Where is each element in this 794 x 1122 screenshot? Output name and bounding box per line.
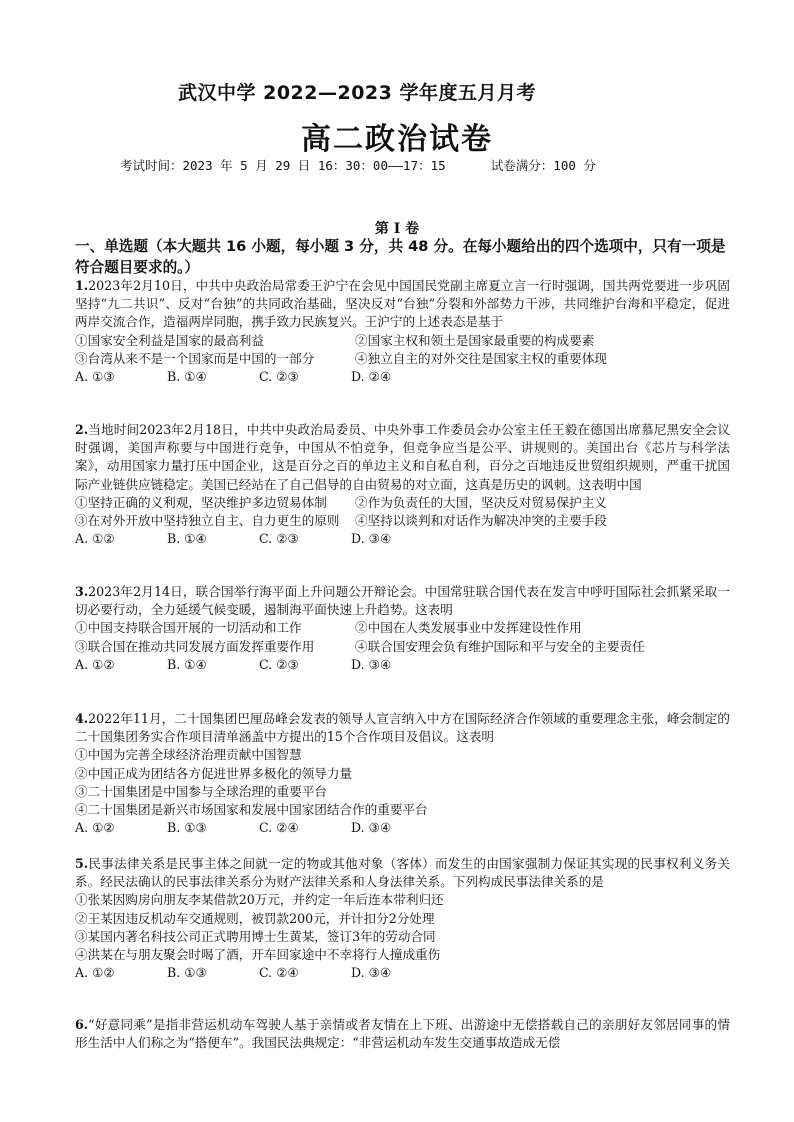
question-number: 1. [75, 278, 89, 293]
question-text: 2023年2月14日，联合国举行海平面上升问题公开辩论会。中国常驻联合国代表在发言中呼吁国际社会抓紧采取一切必要行动，全力延缓气候变暖，遏制海平面快速上升趋势。这表明 [75, 584, 730, 618]
option-2: ②作为负责任的大国，坚决反对贸易保护主义 [355, 494, 607, 510]
option-3: ③二十国集团是中国参与全球治理的重要平台 [75, 783, 327, 799]
question-text: “好意同乘”是指非营运机动车驾驶人基于亲情或者友情在上下班、出游途中无偿搭载自己的亲朋好友邻居同事的情形生活中人们称之为“搭便车”。我国民法典规定：“非营运机动车发生交通事故造成无偿 [75, 1017, 730, 1051]
question-text: 2022年11月，二十国集团巴厘岛峰会发表的领导人宣言纳入中方在国际经济合作领域的重要理念主张，峰会制定的二十国集团务实合作项目清单涵盖中方提出的15个合作项目及倡议。这表明 [75, 711, 730, 745]
answer-choices [75, 819, 730, 837]
answer-a: A. ①② [75, 820, 115, 836]
answer-c: C. ②④ [259, 965, 299, 981]
question-stem [75, 710, 730, 746]
option-3: ③在对外开放中坚持独立自主、自力更生的原则 [75, 513, 340, 529]
option-4: ④坚持以谈判和对话作为解决冲突的主要手段 [355, 513, 607, 529]
option-row [75, 332, 730, 350]
question-number: 6. [75, 1017, 89, 1032]
answer-d: D. ②④ [351, 369, 392, 385]
option-1: ①中国为完善全球经济治理贡献中国智慧 [75, 747, 302, 763]
answer-choices [75, 656, 730, 674]
question-number: 4. [75, 711, 89, 726]
option-4: ④独立自主的对外交往是国家主权的重要体现 [355, 350, 607, 366]
answer-b: B. ①④ [167, 369, 207, 385]
answer-choices [75, 368, 730, 386]
question-number: 2. [75, 422, 89, 437]
option-2: ②中国在人类发展事业中发挥建设性作用 [355, 620, 582, 636]
answer-a: A. ①② [75, 965, 115, 981]
question-4 [75, 710, 730, 837]
question-text: 民事法律关系是民事主体之间就一定的物或其他对象（客体）而发生的由国家强制力保证其实现的民事权利义务关系。经民法确认的民事法律关系分为财产法律关系和人身法律关系。下列构成民事法律关系的是 [75, 856, 730, 890]
answer-c: C. ②④ [259, 820, 299, 836]
option-4: ④洪某在与朋友聚会时喝了酒，开车回家途中不幸将行人撞成重伤 [75, 947, 441, 963]
answer-a: A. ①② [75, 531, 115, 547]
question-1 [75, 277, 730, 386]
option-2: ②国家主权和领土是国家最重要的构成要素 [355, 332, 595, 348]
question-stem [75, 855, 730, 891]
option-1: ①中国支持联合国开展的一切活动和工作 [75, 620, 302, 636]
school-title: 武汉中学 2022—2023 学年度五月月考 [178, 82, 536, 104]
answer-c: C. ②③ [259, 531, 299, 547]
answer-choices [75, 530, 730, 548]
answer-c: C. ②③ [259, 656, 299, 672]
option-3: ③某国内著名科技公司正式聘用博士生黄某，签订3年的劳动合同 [75, 928, 436, 944]
question-3 [75, 583, 730, 674]
answer-d: D. ③④ [351, 531, 392, 547]
subject-title: 高二政治试卷 [301, 122, 493, 157]
option-row [75, 494, 730, 512]
question-number: 3. [75, 584, 89, 599]
question-text: 2023年2月10日，中共中央政治局常委王沪宁在会见中国国民党副主席夏立言一行时强调，国共两党要进一步巩固坚持“九二共识”、反对“台独”的共同政治基础，坚决反对“台独”分裂和外部势力干涉，共同维护台海和平稳定，促进两岸交流合作，造福两岸同胞，携手致力民族复兴。王沪宁的上述表态是基于 [75, 278, 730, 330]
question-text: 当地时间2023年2月18日，中共中央政治局委员、中央外事工作委员会办公室主任王毅在德国出席慕尼黑安全会议时强调，美国声称要与中国进行竞争，中国从不怕竞争，但竞争应当是公平、讲规则的。美国出台《芯片与科学法案》，动用国家力量打压中国企业，这是百分之百的单边主义和自私自利，百分之百地违反世贸组织规则，严重干扰国际产业链供应链稳定。美国已经站在了自己倡导的自由贸易的对立面，这真是历史的讽刺。这表明中国 [75, 422, 730, 492]
answer-c: C. ②③ [259, 369, 299, 385]
option-1: ①坚持正确的义利观，坚决维护多边贸易体制 [75, 494, 327, 510]
option-2: ②中国正成为团结各方促进世界多极化的领导力量 [75, 765, 353, 781]
option-row [75, 619, 730, 637]
option-3: ③联合国在推动共同发展方面发挥重要作用 [75, 638, 315, 654]
option-2: ②王某因违反机动车交通规则，被罚款200元，并计扣分2分处理 [75, 910, 435, 926]
answer-b: B. ①④ [167, 656, 207, 672]
answer-d: D. ③④ [351, 656, 392, 672]
option-3: ③台湾从来不是一个国家而是中国的一部分 [75, 350, 315, 366]
answer-b: B. ①④ [167, 531, 207, 547]
answer-d: D. ③④ [351, 965, 392, 981]
option-row [75, 512, 730, 530]
section-heading: 一、单选题（本大题共 16 小题，每小题 3 分，共 48 分。在每小题给出的四个选项中，只有一项是符合题目要求的。） [75, 238, 726, 276]
question-stem [75, 1016, 730, 1052]
answer-b: B. ①③ [167, 820, 207, 836]
answer-a: A. ①② [75, 656, 115, 672]
answer-d: D. ③④ [351, 820, 392, 836]
answer-choices [75, 964, 730, 982]
answer-a: A. ①③ [75, 369, 115, 385]
question-number: 5. [75, 856, 89, 871]
part-label: 第 I 卷 [374, 221, 420, 237]
option-row [75, 350, 730, 368]
option-1: ①国家安全利益是国家的最高利益 [75, 332, 264, 348]
option-row [75, 638, 730, 656]
question-2 [75, 421, 730, 548]
option-4: ④联合国安理会负有维护国际和平与安全的主要责任 [355, 638, 645, 654]
question-5 [75, 855, 730, 982]
question-stem [75, 277, 730, 332]
question-stem [75, 421, 730, 494]
exam-info: 考试时间：2023 年 5 月 29 日 16：30：00——17：15 试卷满分：100 分 [120, 158, 596, 173]
answer-b: B. ①③ [167, 965, 207, 981]
question-stem [75, 583, 730, 619]
question-6 [75, 1016, 730, 1052]
option-4: ④二十国集团是新兴市场国家和发展中国家团结合作的重要平台 [75, 802, 428, 818]
option-1: ①张某因购房向朋友李某借款20万元，并约定一年后连本带利归还 [75, 892, 444, 908]
